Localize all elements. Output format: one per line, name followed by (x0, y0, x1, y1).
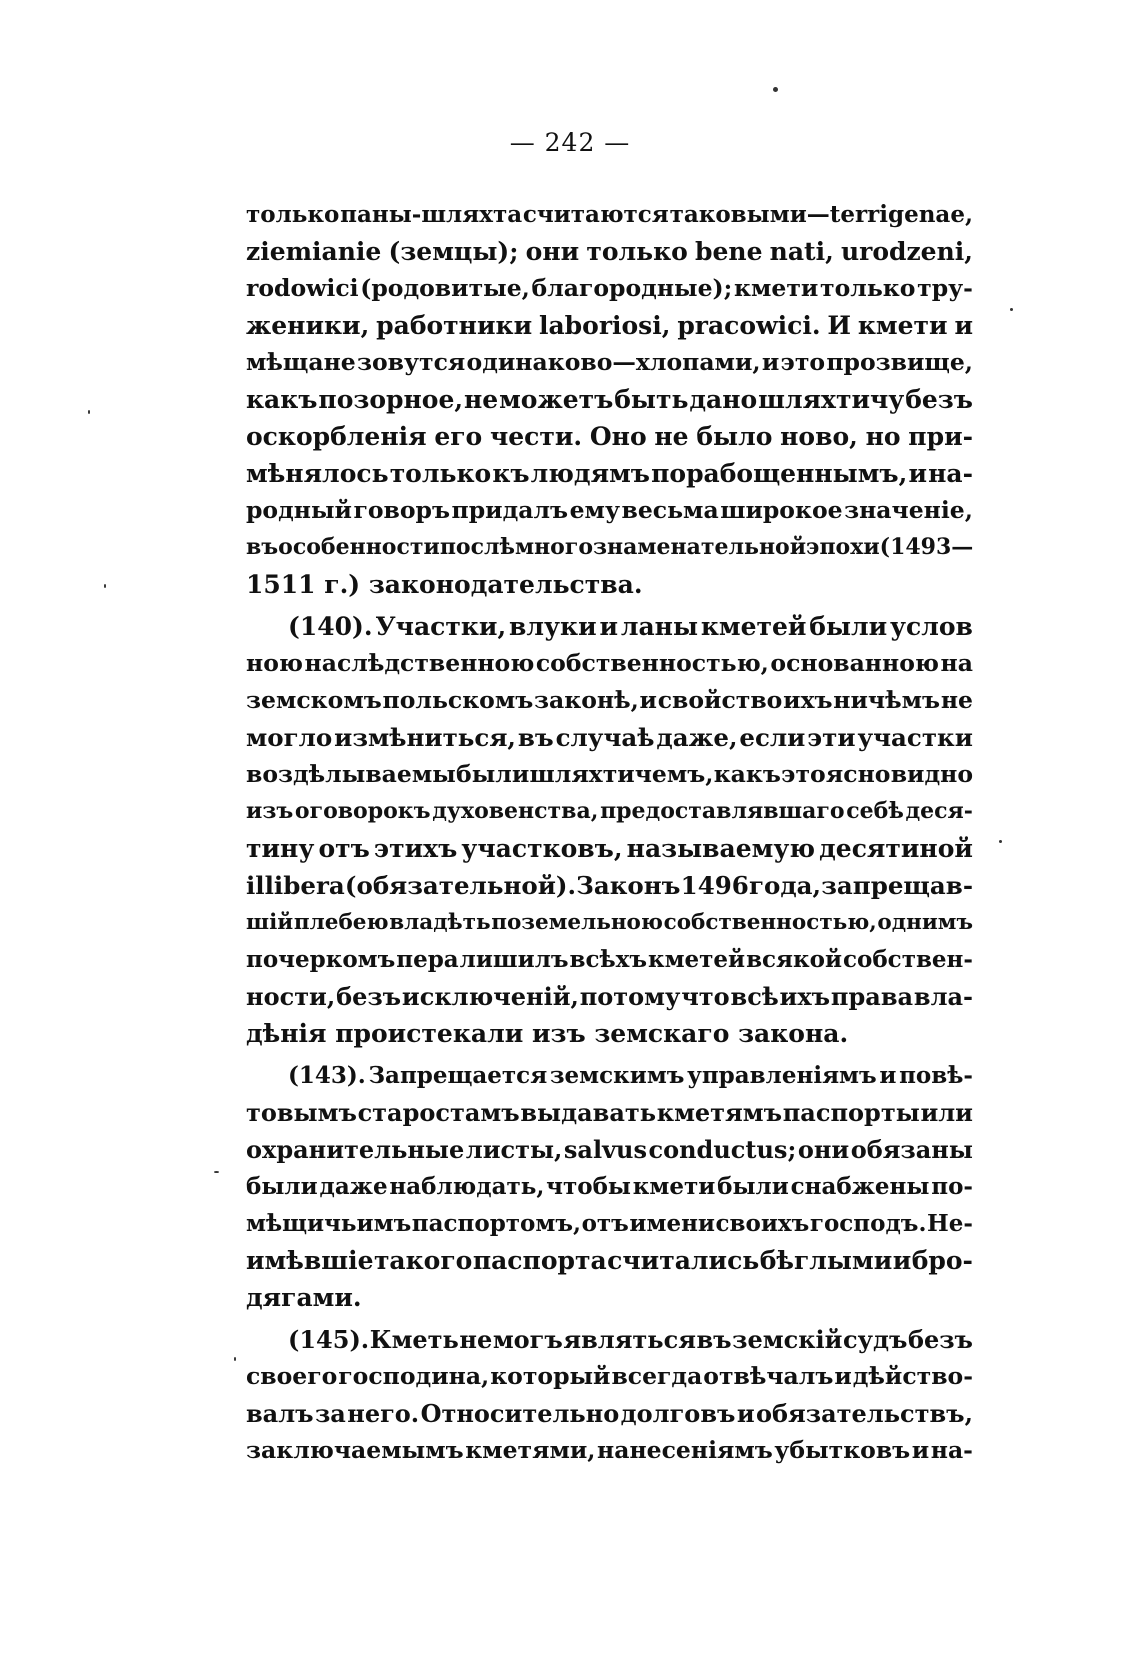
print-speck (88, 410, 90, 414)
text-line: rodowici (родовитые, благородные); кмети только тру- (246, 274, 973, 302)
text-line: заключаемымъ кметями, нанесеніямъ убытковъ и на- (246, 1436, 973, 1464)
text-line: могло измѣниться, въ случаѣ даже, если эти участки (246, 723, 973, 752)
text-line: мѣщичьимъ паспортомъ, отъ имени своихъ господъ. Не- (246, 1210, 973, 1237)
text-line: изъ оговорокъ духовенства, предоставлявшаго себѣ деся- (246, 798, 973, 824)
text-line: имѣвшіе такого паспорта считались бѣглыми и бро- (246, 1246, 973, 1275)
text-line: 1511 г.) законодательства. (246, 570, 643, 599)
text-line: какъ позорное, не можетъ быть дано шляхтичу безъ (246, 385, 973, 414)
text-line: женики, работники laboriosi, pracowici. И кмети и (246, 311, 973, 340)
text-line: ziemianie (земцы); они только bene nati, urodzeni, (246, 237, 973, 266)
text-line: тину отъ этихъ участковъ, называемую десятиной (246, 834, 973, 863)
text-line: дѣнія проистекали изъ земскаго закона. (246, 1019, 849, 1048)
text-line: illibera (обязательной). Законъ 1496 года, запрещав- (246, 871, 973, 900)
text-line: (145). Кметь не могъ являться въ земскій судъ безъ (288, 1325, 973, 1354)
text-line: валъ за него. Относительно долговъ и обязательствъ, (246, 1399, 973, 1428)
text-line: мѣнялось только къ людямъ порабощеннымъ, и на- (246, 459, 973, 488)
print-speck (999, 840, 1002, 843)
print-speck (773, 87, 778, 92)
text-line: охранительные листы, salvus conductus; они обязаны (246, 1135, 973, 1164)
print-speck (1010, 308, 1013, 311)
text-line: (143). Запрещается земскимъ управленіямъ и повѣ- (288, 1062, 973, 1089)
print-speck (104, 584, 106, 588)
text-line: земскомъ польскомъ законѣ, и свойство ихъ ничѣмъ не (246, 686, 973, 714)
text-line: шій плебею владѣть поземельною собственностью, однимъ (246, 910, 973, 935)
text-line: ности, безъ исключеній, потому что всѣ ихъ права вла- (246, 982, 973, 1011)
print-speck (214, 1171, 219, 1173)
text-line: только паны-шляхта считаются таковыми—terrigenae, (246, 201, 973, 228)
text-line: своего господина, который всегда отвѣчалъ и дѣйство- (246, 1362, 973, 1390)
page-number: — 242 — (509, 128, 631, 157)
text-line: мѣщане зовутся одинаково—хлопами, и это прозвище, (246, 348, 973, 376)
body-text (246, 196, 973, 1469)
print-speck (234, 1357, 236, 1361)
text-line: родный говоръ придалъ ему весьма широкое значеніе, (246, 496, 973, 524)
text-line: оскорбленія его чести. Оно не было ново, но при- (246, 422, 973, 451)
text-line: въ особенности послѣ многознаменательной эпохи (1493— (246, 534, 974, 560)
text-line: дягами. (246, 1283, 362, 1312)
text-line: (140). Участки, влуки и ланы кметей были услов (288, 612, 973, 641)
text-line: были даже наблюдать, чтобы кмети были снабжены по- (246, 1173, 973, 1200)
text-line: воздѣлываемы были шляхтичемъ, какъ это ясно видно (246, 760, 973, 788)
text-line: ною наслѣдственною собственностью, основанною на (246, 649, 973, 677)
text-line: товымъ старостамъ выдавать кметямъ паспорты или (246, 1098, 973, 1127)
text-line: почеркомъ пера лишилъ всѣхъ кметей всякой собствен- (246, 946, 973, 973)
